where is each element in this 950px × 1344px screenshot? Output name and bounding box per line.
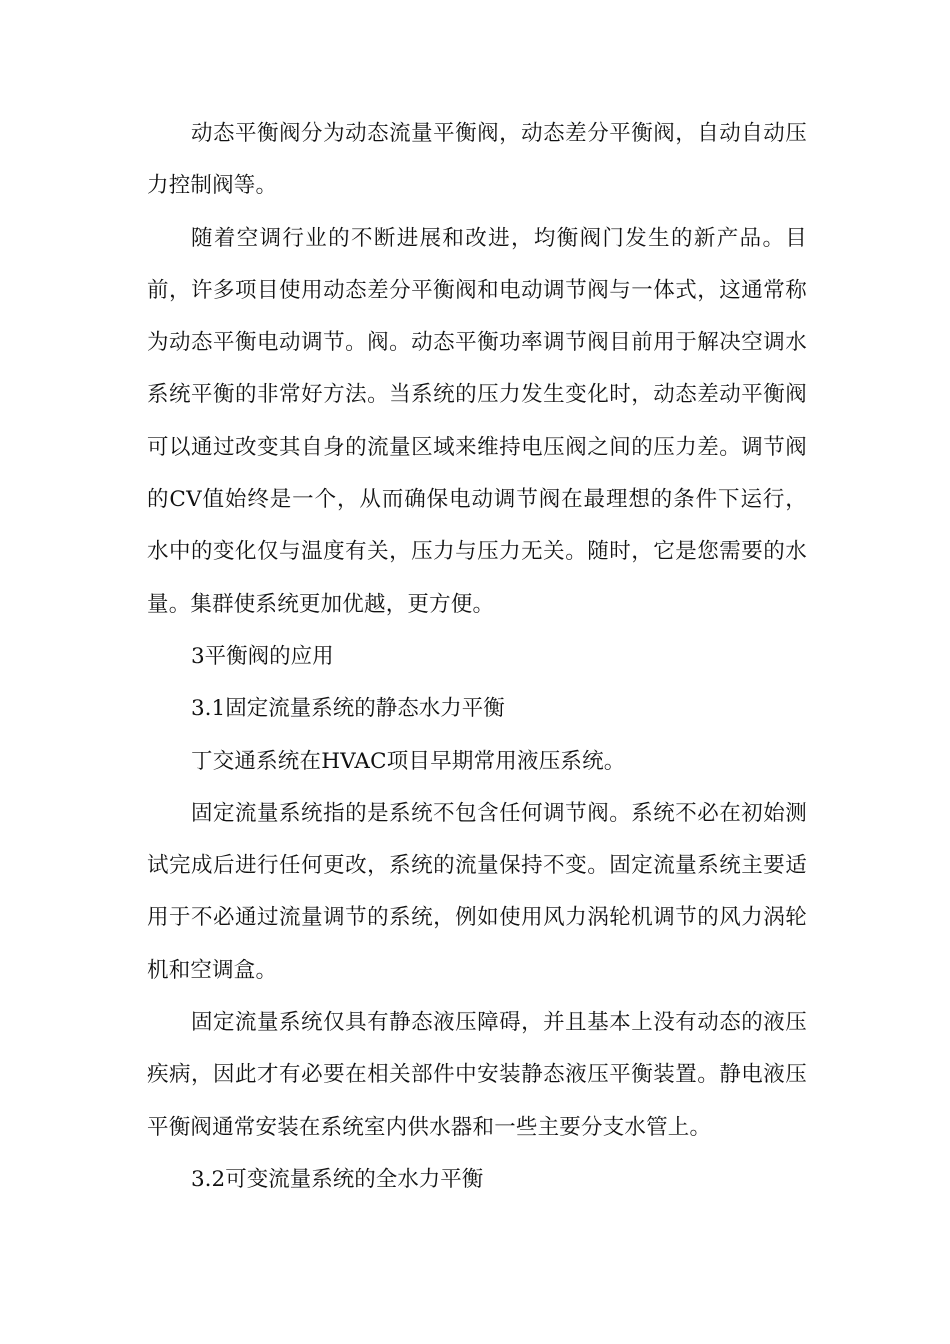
paragraph-dynamic-balance-development: 随着空调行业的不断进展和改进，均衡阀门发生的新产品。目前，许多项目使用动态差分平衡阀和电动调节阀与一体式，这通常称为动态平衡电动调节。阀。动态平衡功率调节阀目前用于解决空调水系统平衡的非常好方法。当系统的压力发生变化时，动态差动平衡阀可以通过改变其自身的流量区域来维持电压阀之间的压力差。调节阀的CV值始终是一个，从而确保电动调节阀在最理想的条件下运行，水中的变化仅与温度有关，压力与压力无关。随时，它是您需要的水量。集群使系统更加优越，更方便。: [147, 225, 807, 617]
paragraph-fixed-flow-static: 固定流量系统仅具有静态液压障碍，并且基本上没有动态的液压疾病，因此才有必要在相关部件中安装静态液压平衡装置。静电液压平衡阀通常安装在系统室内供水器和一些主要分支水管上。: [147, 1010, 807, 1140]
paragraph-dynamic-balance-valve-types: 动态平衡阀分为动态流量平衡阀，动态差分平衡阀，自动自动压力控制阀等。: [147, 121, 807, 199]
section-heading-3: 3平衡阀的应用: [191, 643, 334, 669]
paragraph-hvac-early: 丁交通系统在HVAC项目早期常用液压系统。: [191, 748, 626, 774]
document-body: [147, 108, 807, 1206]
section-heading-3-1: 3.1固定流量系统的静态水力平衡: [191, 696, 505, 722]
paragraph-fixed-flow-definition: 固定流量系统指的是系统不包含任何调节阀。系统不必在初始测试完成后进行任何更改，系统的流量保持不变。固定流量系统主要适用于不必通过流量调节的系统，例如使用风力涡轮机调节的风力涡轮机和空调盒。: [147, 800, 807, 983]
section-heading-3-2: 3.2可变流量系统的全水力平衡: [191, 1166, 484, 1192]
